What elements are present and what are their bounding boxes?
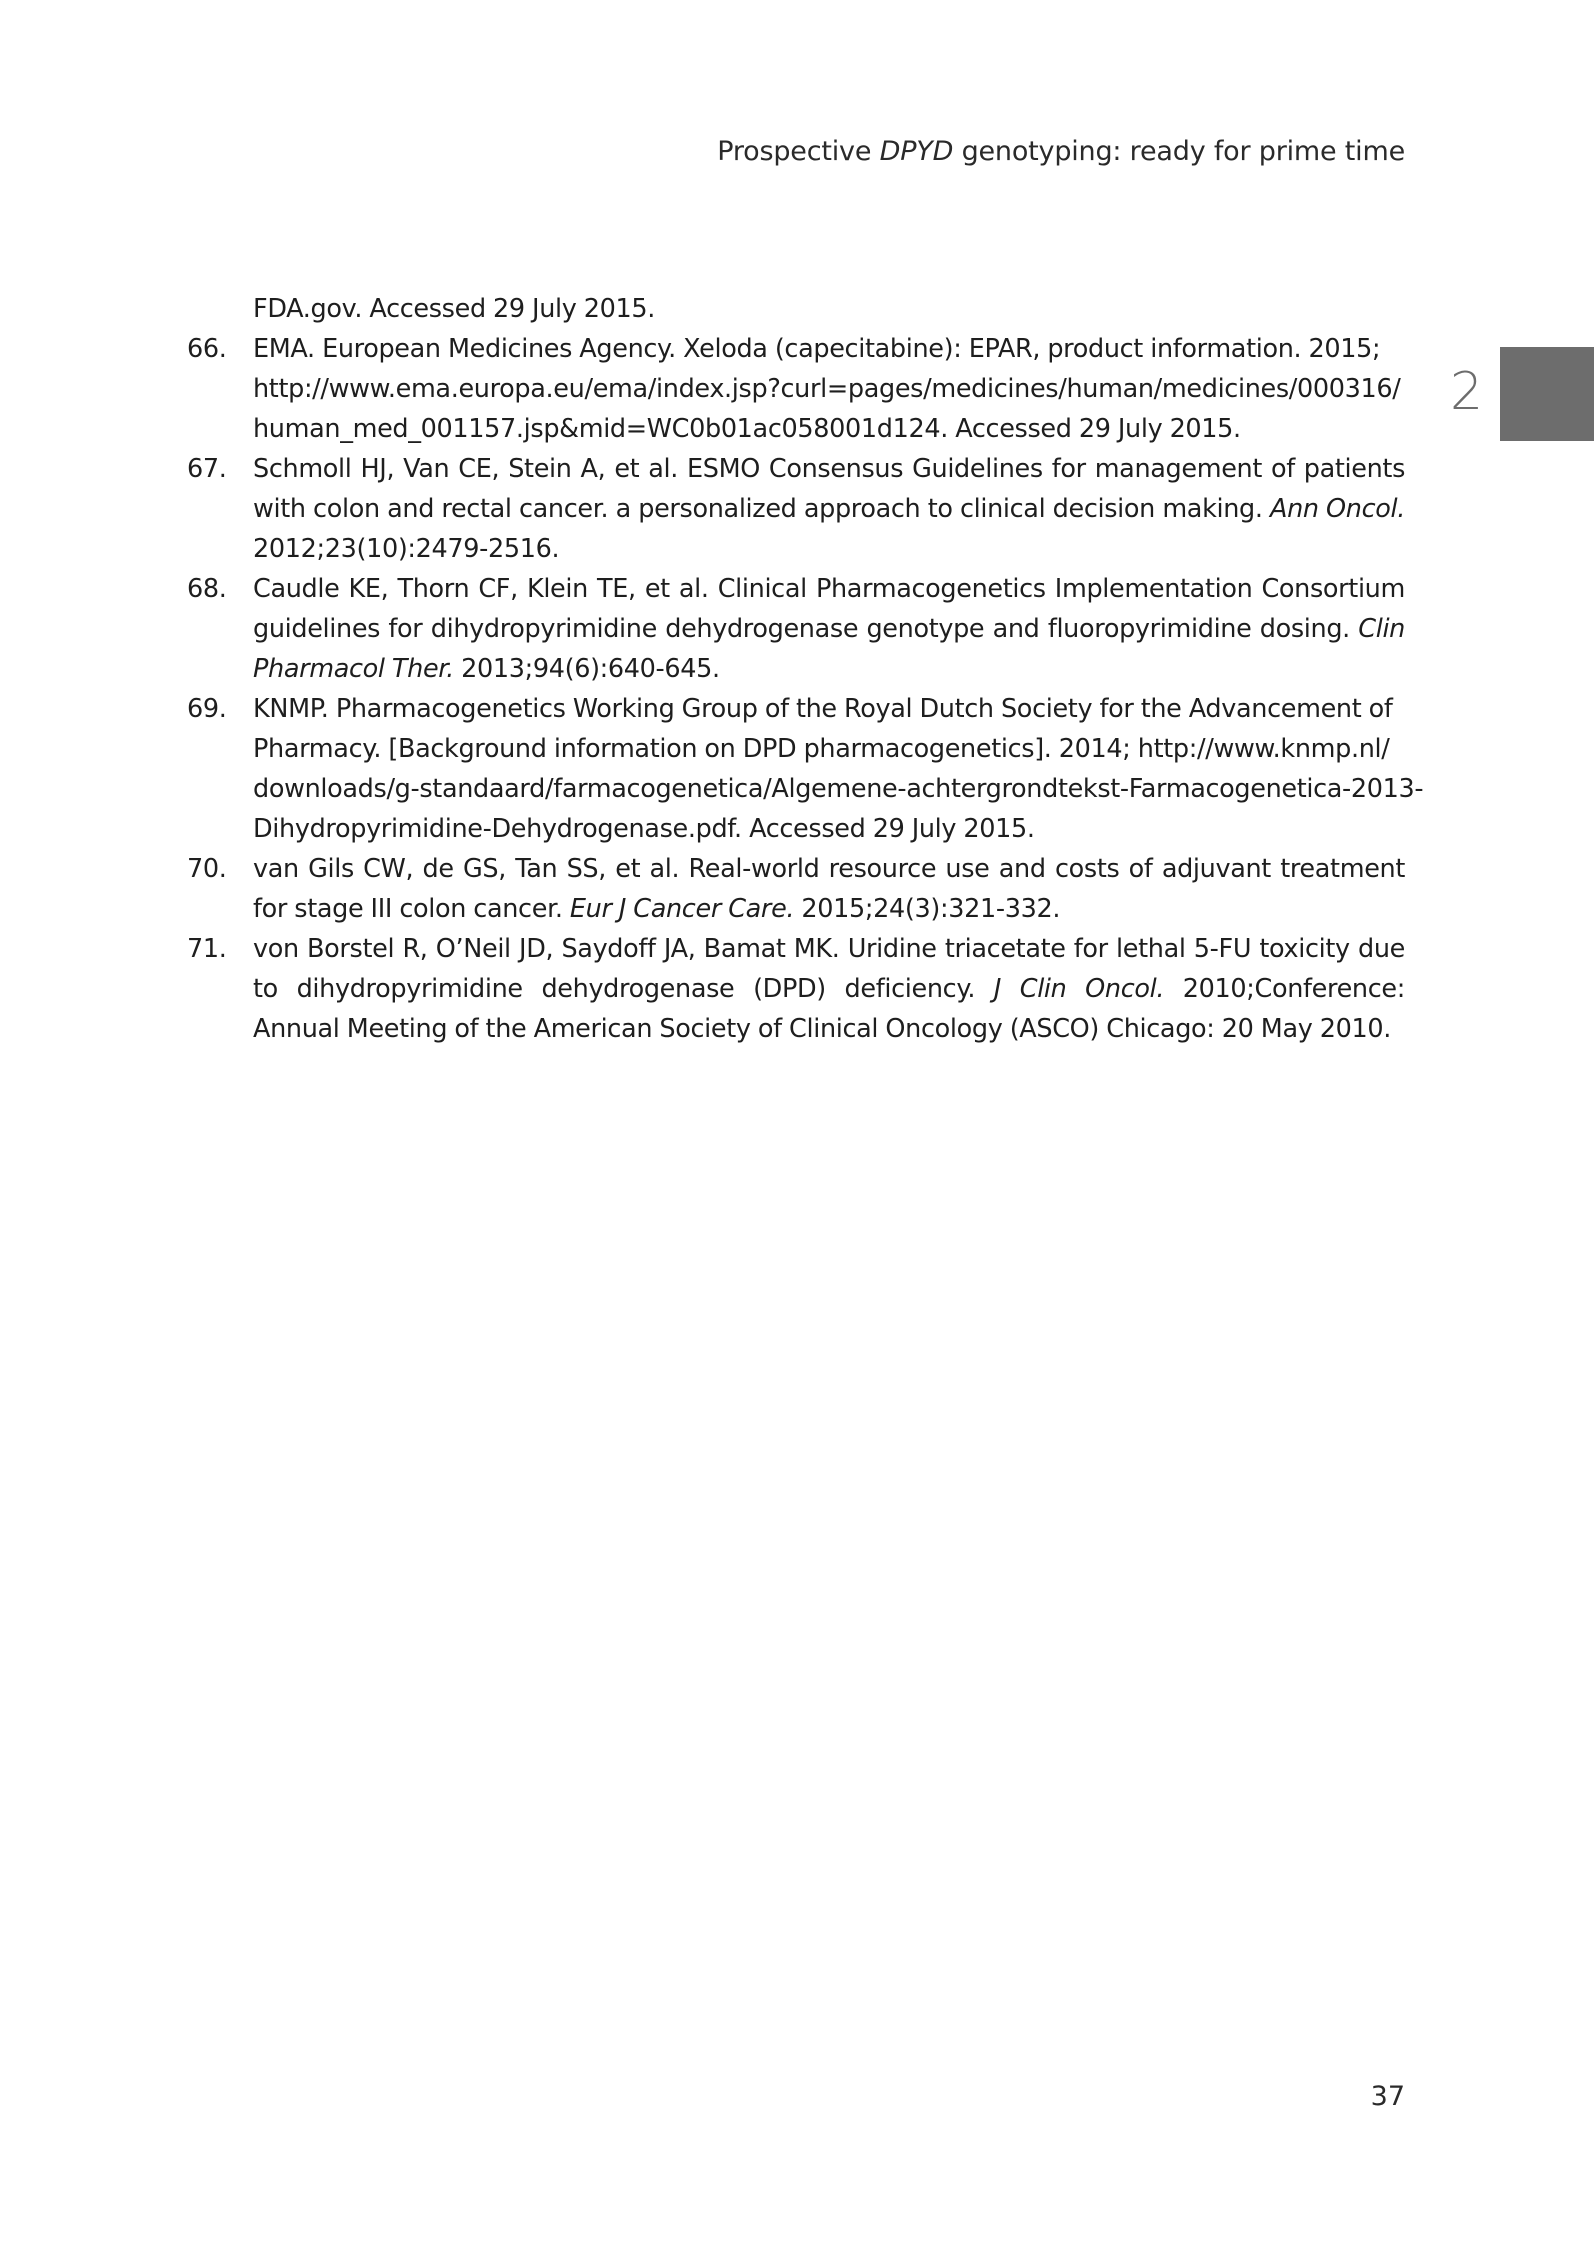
reference-continuation-text: FDA.gov. Accessed 29 July 2015. <box>253 294 656 324</box>
reference-69 <box>187 689 1424 849</box>
reference-number: 71. <box>187 934 227 964</box>
reference-continuation <box>187 289 1405 329</box>
reference-68 <box>187 569 1405 689</box>
reference-67-citation: 2012;23(10):2479-2516. <box>253 534 560 564</box>
reference-70 <box>187 849 1405 929</box>
reference-68-journal: Clin Pharmacol Ther. <box>253 614 1405 684</box>
reference-69-line-2: Pharmacy. [Background information on DPD pharmacogenetics]. 2014; http://www.knmp.nl/ <box>253 734 1390 764</box>
reference-number: 66. <box>187 334 227 364</box>
reference-66-url[interactable]: http://www.ema.europa.eu/ema/index.jsp?curl=pages/medicines/human/medicines/000316/ <box>253 374 1401 404</box>
running-header-suffix: genotyping: ready for prime time <box>953 136 1405 167</box>
reference-71-journal: J Clin Oncol. <box>993 974 1165 1004</box>
reference-67 <box>187 449 1405 569</box>
chapter-number: 2 <box>1450 362 1484 422</box>
reference-71 <box>187 929 1405 1049</box>
reference-number: 67. <box>187 454 227 484</box>
reference-71-citation: 2010;Conference: Annual Meeting of the American Society of Clinical Oncology (ASCO) Chicago: 20 May 2010. <box>253 974 1405 1044</box>
reference-68-body: Caudle KE, Thorn CF, Klein TE, et al. Clinical Pharmacogenetics Implementation Consortium guidelines for dihydropyrimidine dehydrogenase genotype and fluoropyrimidine dosing. <box>253 574 1405 644</box>
reference-66 <box>187 329 1405 449</box>
reference-number: 69. <box>187 694 227 724</box>
reference-67-journal: Ann Oncol. <box>1269 494 1405 524</box>
reference-number: 70. <box>187 854 227 884</box>
reference-67-text <box>253 449 1405 569</box>
reference-69-line-1: KNMP. Pharmacogenetics Working Group of the Royal Dutch Society for the Advancement of <box>253 694 1393 724</box>
reference-70-text <box>253 849 1405 929</box>
reference-70-body: van Gils CW, de GS, Tan SS, et al. Real-world resource use and costs of adjuvant treatment for stage III colon cancer. <box>253 854 1405 924</box>
reference-68-text <box>253 569 1405 689</box>
reference-71-body: von Borstel R, O’Neil JD, Saydoff JA, Bamat MK. Uridine triacetate for lethal 5-FU toxicity due to dihydropyrimidine dehydrogenase (DPD) deficiency. <box>253 934 1405 1004</box>
reference-70-citation: 2015;24(3):321-332. <box>794 894 1061 924</box>
reference-66-line-1: EMA. European Medicines Agency. Xeloda (capecitabine): EPAR, product information. 2015; <box>253 334 1381 364</box>
running-header-prefix: Prospective <box>717 136 880 167</box>
reference-67-body: Schmoll HJ, Van CE, Stein A, et al. ESMO Consensus Guidelines for management of patients with colon and rectal cancer. a personalized approach to clinical decision making. <box>253 454 1405 524</box>
reference-list <box>187 289 1424 1049</box>
reference-66-line-3: human_med_001157.jsp&mid=WC0b01ac058001d124. Accessed 29 July 2015. <box>253 414 1241 444</box>
chapter-tab <box>1500 347 1594 441</box>
reference-69-url[interactable]: downloads/g-standaard/farmacogenetica/Algemene-achtergrondtekst-Farmacogenetica-2013- <box>253 774 1424 804</box>
reference-68-citation: 2013;94(6):640-645. <box>453 654 720 684</box>
reference-71-text <box>253 929 1405 1049</box>
page-number: 37 <box>1370 2081 1405 2112</box>
reference-70-journal: Eur J Cancer Care. <box>569 894 795 924</box>
running-header <box>717 136 1405 167</box>
running-header-gene: DPYD <box>879 136 954 167</box>
reference-number: 68. <box>187 574 227 604</box>
reference-69-line-4: Dihydropyrimidine-Dehydrogenase.pdf. Accessed 29 July 2015. <box>253 814 1035 844</box>
